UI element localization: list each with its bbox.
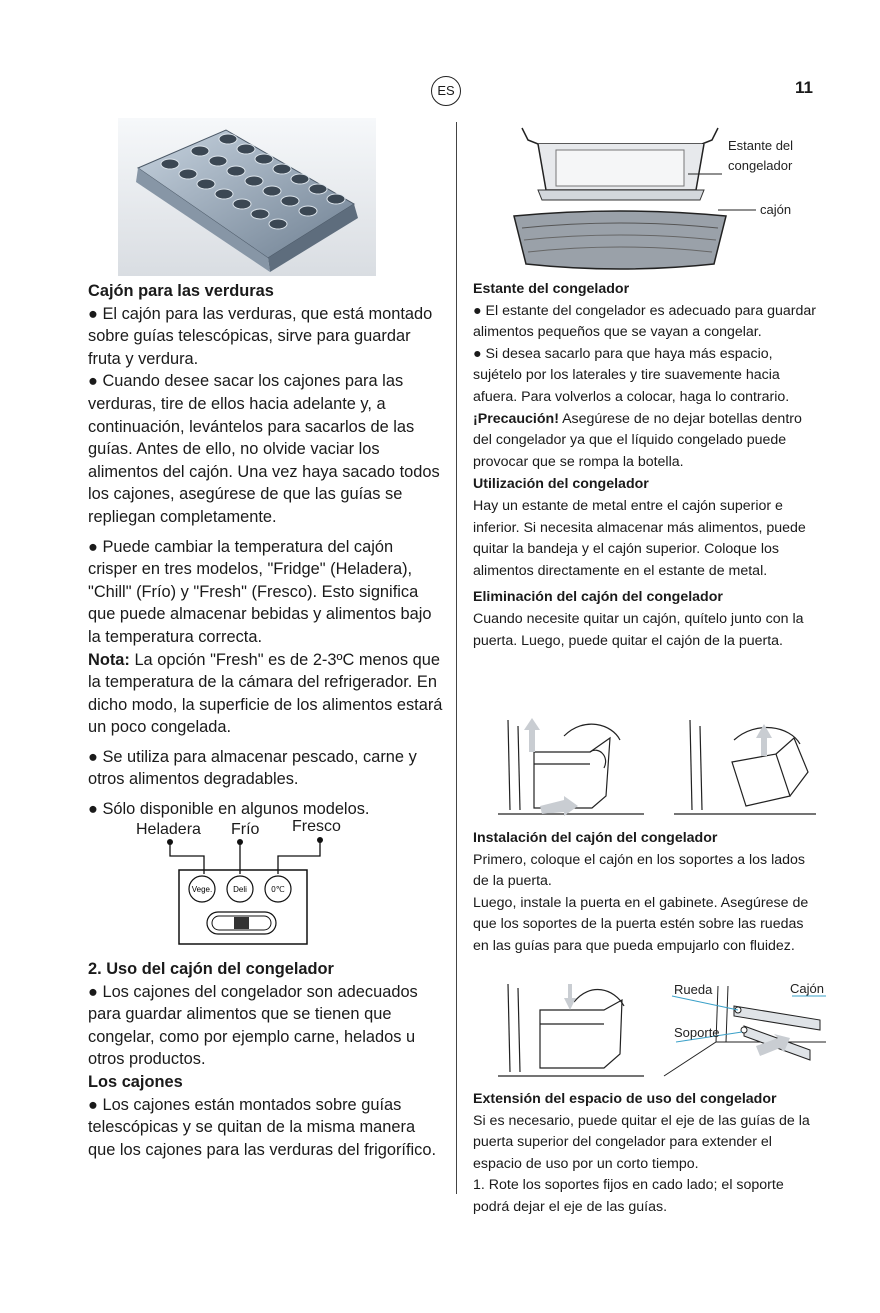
- mode-selector-diagram: [128, 814, 350, 946]
- remove-paragraph-1: Cuando necesite quitar un cajón, quítelo junto con la puerta. Luego, puede quitar el cajón de la puerta.: [473, 610, 804, 649]
- section2-paragraph-1: ● Los cajones del congelador son adecuados para guardar alimentos que se tienen que congelar, como por ejemplo carne, helados u otros productos.: [88, 982, 418, 1069]
- drawers-paragraph-1: ● Los cajones están montados sobre guías telescópicas y se quitan de la misma manera que los cajones para las verduras del frigorífico.: [88, 1095, 437, 1159]
- install-title: Instalación del cajón del congelador: [473, 830, 718, 846]
- crisper-paragraph-3: ● Puede cambiar la temperatura del cajón crisper en tres modelos, "Fridge" (Heladera), "Chill" (Frío) y "Fresh" (Fresco). Esto significa que puede almacenar bebidas y alimentos bajo la temperatura correcta.: [88, 537, 432, 646]
- left-column: [88, 280, 444, 828]
- page-number: 11: [795, 78, 813, 97]
- egg-tray-image: [118, 118, 376, 276]
- shelf-paragraph-1: ● El estante del congelador es adecuado para guardar alimentos pequeños que se vayan a congelar.: [473, 302, 817, 341]
- right-column-top: [473, 279, 823, 652]
- extend-title: Extensión del espacio de uso del congelador: [473, 1091, 777, 1107]
- use-paragraph-1: Hay un estante de metal entre el cajón superior e inferior. Si necesita almacenar más alimentos, puede quitar la bandeja y el cajón superior. Coloque los alimentos directamente en el estante de metal.: [473, 497, 806, 579]
- column-divider: [456, 122, 457, 1194]
- freezer-shelf-figure: [508, 124, 828, 278]
- drawer-install-figure: [494, 980, 828, 1080]
- fig-label-drawer: cajón: [760, 202, 792, 217]
- fig-label-shelf-line2: congelador: [728, 158, 793, 173]
- crisper-paragraph-5: ● Sólo disponible en algunos modelos.: [88, 800, 370, 819]
- drawers-title: Los cajones: [88, 1072, 183, 1091]
- fig-label-shelf-line1: Estante del: [728, 138, 794, 153]
- fig-label-wheel: Rueda: [674, 982, 713, 997]
- extend-paragraph-2: 1. Rote los soportes fijos en cado lado; el soporte podrá dejar el eje de las guías.: [473, 1177, 784, 1215]
- install-paragraph-2: Luego, instale la puerta en el gabinete. Asegúrese de que los soportes de la puerta estén sobre las ruedas en las guías para que pueda empujarlo con fluidez.: [473, 894, 809, 954]
- fig-label-cajon: Cajón: [790, 981, 824, 996]
- crisper-paragraph-4: ● Se utiliza para almacenar pescado, carne y otros alimentos degradables.: [88, 747, 417, 789]
- crisper-paragraph-1: ● El cajón para las verduras, que está montado sobre guías telescópicas, sirve para guardar fruta y verdura.: [88, 304, 433, 368]
- crisper-paragraph-2: ● Cuando desee sacar los cajones para las verduras, tire de ellos hacia adelante y, a continuación, levántelos para sacarlos de las guías. Antes de ello, no olvide vaciar los alimentos del cajón. Una vez haya sacado todos los cajones, asegúrese de que las guías se repliegan completamente.: [88, 372, 440, 526]
- caution-label: ¡Precaución!: [473, 410, 559, 427]
- fig-label-support: Soporte: [674, 1025, 720, 1040]
- remove-title: Eliminación del cajón del congelador: [473, 589, 723, 606]
- drawer-removal-figure: [494, 716, 824, 816]
- caution-paragraph: [473, 409, 823, 474]
- language-badge: ES: [431, 76, 461, 106]
- extend-paragraph-1: Si es necesario, puede quitar el eje de las guías de la puerta superior del congelador para extender el espacio de uso por un corto tiempo.: [473, 1112, 810, 1172]
- freezer-drawer-section: [88, 958, 444, 1161]
- use-title: Utilización del congelador: [473, 476, 649, 493]
- button-vege: Vege.: [191, 885, 213, 894]
- install-paragraph-1: Primero, coloque el cajón en los soportes a los lados de la puerta.: [473, 851, 806, 890]
- note-label: Nota:: [88, 650, 130, 669]
- shelf-paragraph-2: ● Si desea sacarlo para que haya más espacio, sujételo por los laterales y tire suavemente hacia afuera. Para volverlos a colocar, haga lo contrario.: [473, 345, 790, 405]
- install-section: [473, 828, 823, 958]
- extend-section: [473, 1089, 823, 1219]
- note-text: La opción "Fresh" es de 2-3ºC menos que la temperatura de la cámara del refrigerador. En dicho modo, la superficie de los alimentos estará un poco congelada.: [88, 650, 443, 737]
- note-paragraph: [88, 649, 444, 739]
- button-zero: 0℃: [271, 885, 285, 894]
- mode-label-heladera: Heladera: [136, 821, 201, 838]
- shelf-title: Estante del congelador: [473, 281, 630, 297]
- mode-label-fresco: Fresco: [292, 818, 341, 835]
- section2-title: 2. Uso del cajón del congelador: [88, 960, 334, 978]
- crisper-title: Cajón para las verduras: [88, 282, 274, 300]
- caution-text: Asegúrese de no dejar botellas dentro del congelador ya que el líquido congelado puede provocar que se rompa la botella.: [473, 410, 802, 470]
- button-deli: Deli: [233, 885, 247, 894]
- mode-label-frio: Frío: [231, 821, 260, 838]
